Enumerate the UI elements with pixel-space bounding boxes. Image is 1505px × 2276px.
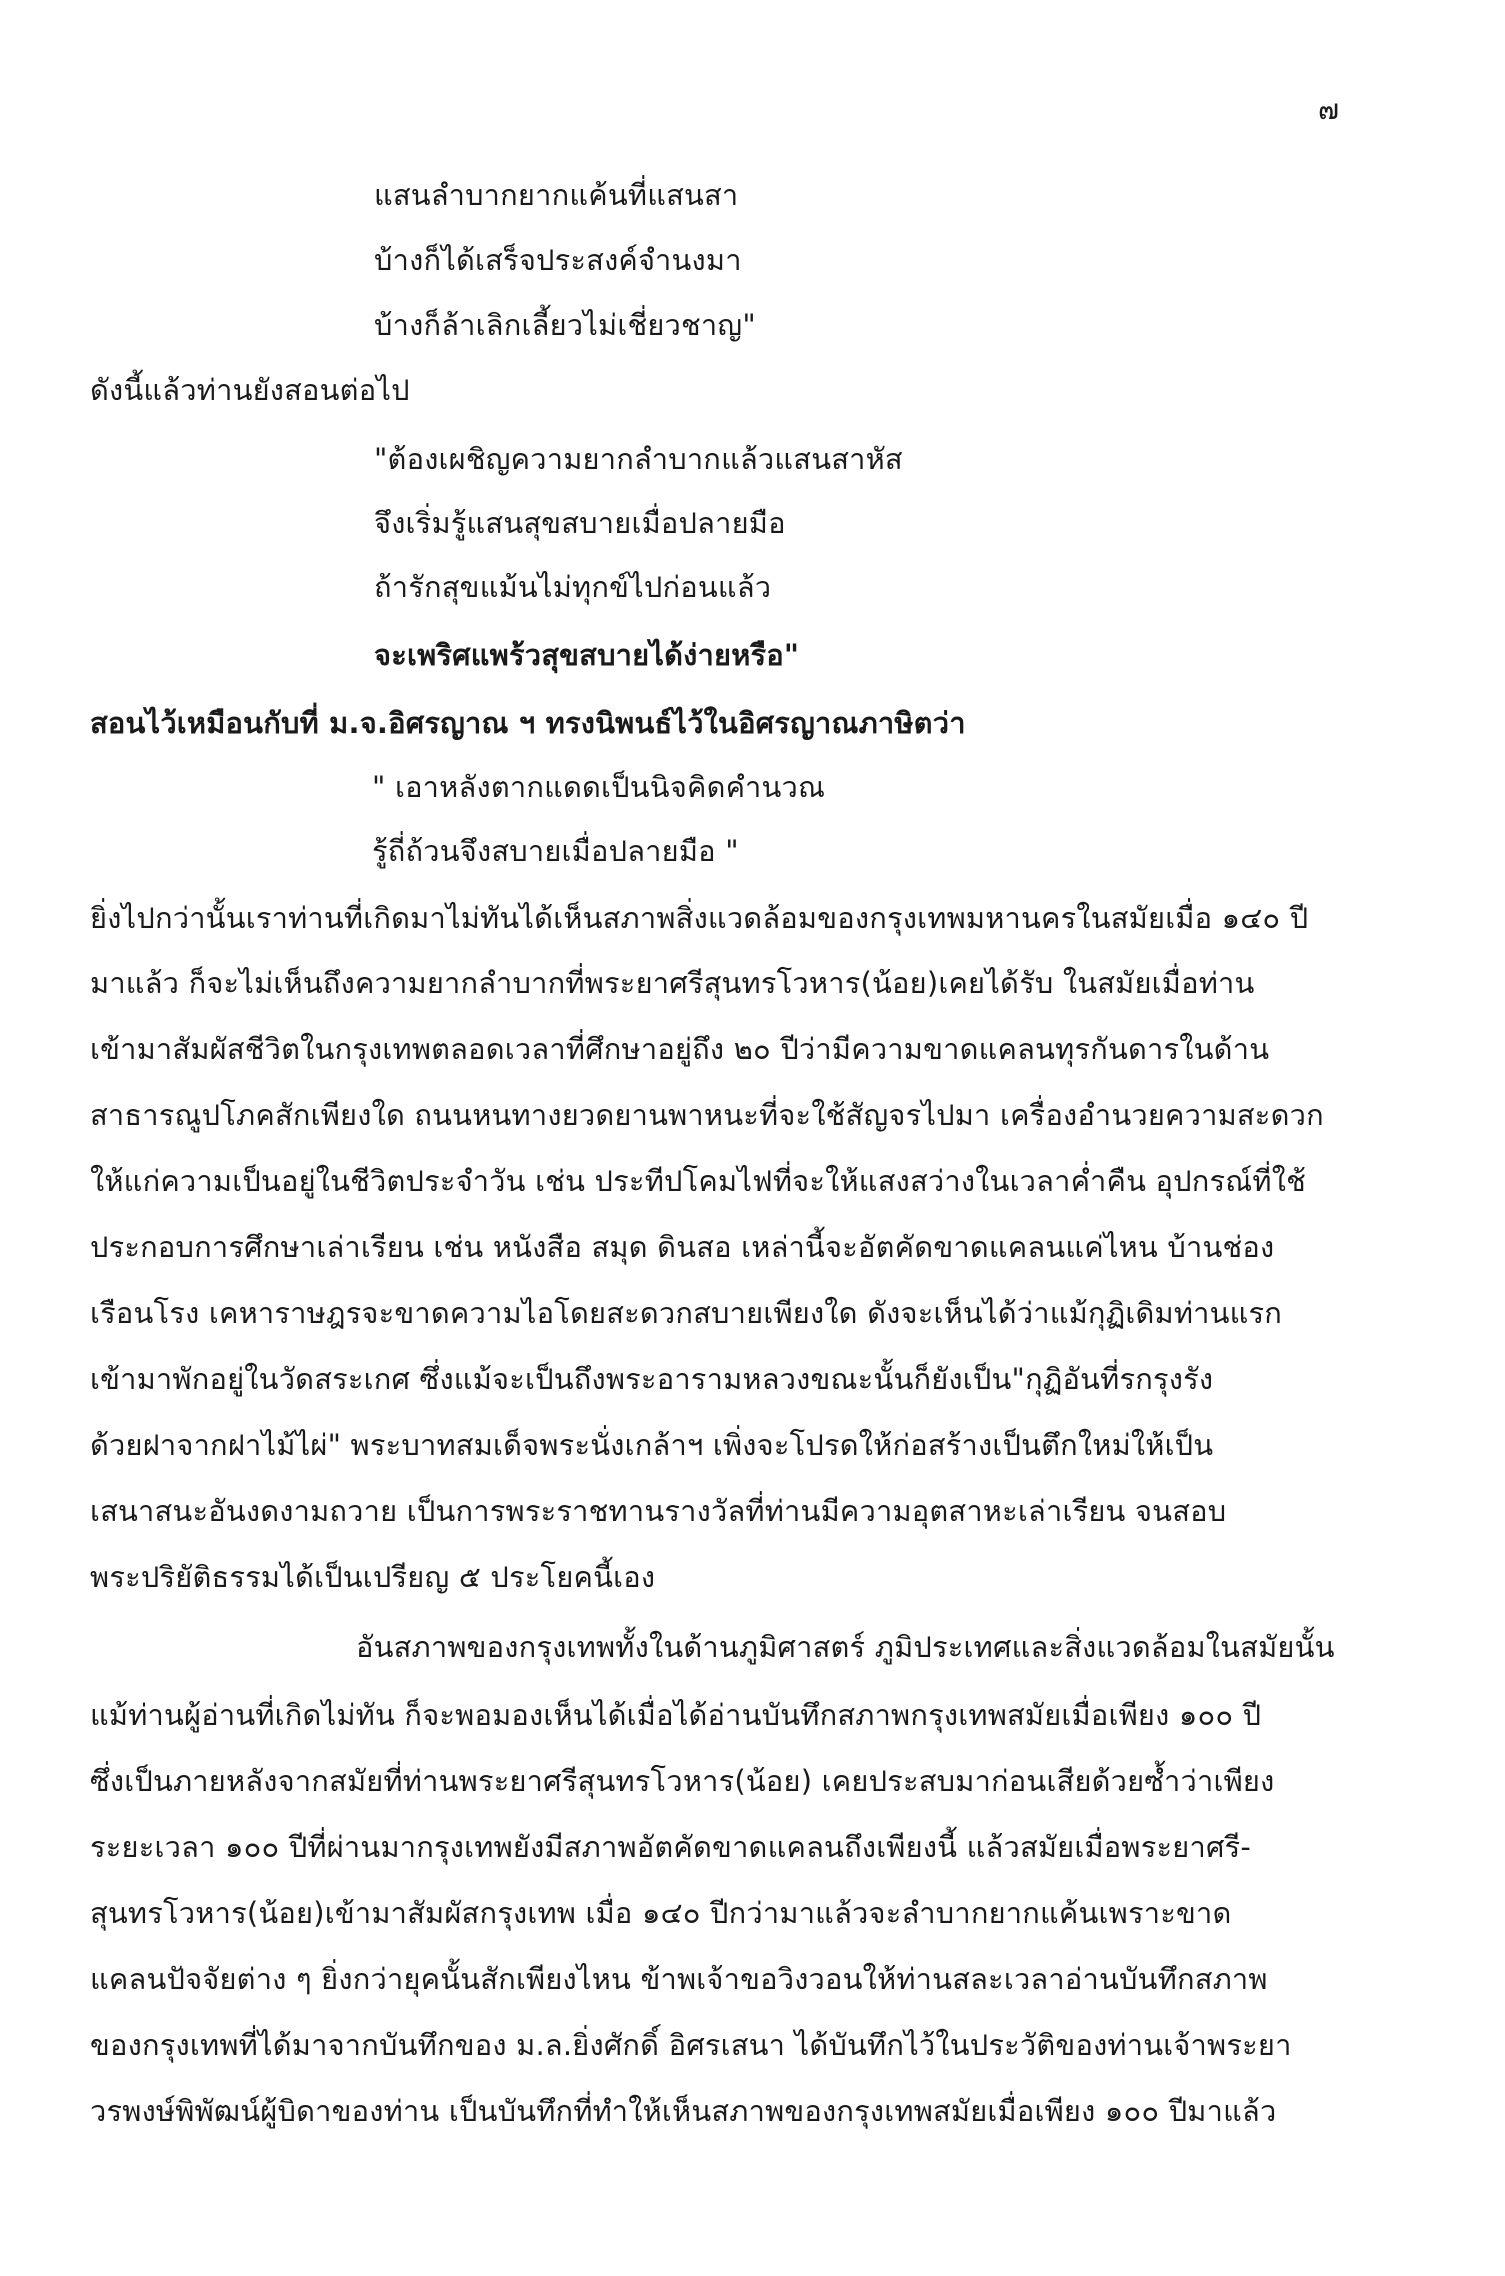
verse-line: รู้ถี่ถ้วนจึงสบายเมื่อปลายมือ ": [372, 834, 739, 868]
paragraph-line: มาแล้ว ก็จะไม่เห็นถึงความยากลำบากที่พระยาศรีสุนทรโวหาร(น้อย)เคยได้รับ ในสมัยเมื่อท่าน: [90, 966, 1255, 1000]
paragraph-line: เรือนโรง เคหาราษฎรจะขาดความไอโดยสะดวกสบายเพียงใด ดังจะเห็นได้ว่าแม้กุฏิเดิมท่านแรก: [90, 1296, 1283, 1330]
intro-line: สอนไว้เหมือนกับที่ ม.จ.อิศรญาณ ฯ ทรงนิพนธ์ไว้ในอิศรญาณภาษิตว่า: [90, 706, 966, 740]
paragraph-line: วรพงษ์พิพัฒน์ผู้บิดาของท่าน เป็นบันทึกที่ทำให้เห็นสภาพของกรุงเทพสมัยเมื่อเพียง ๑๐๐ ปีมาแล้ว: [90, 2094, 1277, 2128]
intro-line: ดังนี้แล้วท่านยังสอนต่อไป: [90, 373, 410, 407]
paragraph-line: แคลนปัจจัยต่าง ๆ ยิ่งกว่ายุคนั้นสักเพียงไหน ข้าพเจ้าขอวิงวอนให้ท่านสละเวลาอ่านบันทึกสภาพ: [90, 1962, 1268, 1996]
paragraph-line: ซึ่งเป็นภายหลังจากสมัยที่ท่านพระยาศรีสุนทรโวหาร(น้อย) เคยประสบมาก่อนเสียด้วยซ้ำว่าเพียง: [90, 1764, 1275, 1798]
paragraph-line: สุนทรโวหาร(น้อย)เข้ามาสัมผัสกรุงเทพ เมื่อ ๑๔๐ ปีกว่ามาแล้วจะลำบากยากแค้นเพราะขาด: [90, 1896, 1232, 1930]
verse-line: แสนลำบากยากแค้นที่แสนสา: [374, 178, 739, 212]
paragraph-line: เข้ามาสัมผัสชีวิตในกรุงเทพตลอดเวลาที่ศึกษาอยู่ถึง ๒๐ ปีว่ามีความขาดแคลนทุรกันดารในด้าน: [90, 1032, 1270, 1066]
paragraph-line: สาธารณูปโภคสักเพียงใด ถนนหนทางยวดยานพาหนะที่จะใช้สัญจรไปมา เครื่องอำนวยความสะดวก: [90, 1098, 1324, 1132]
paragraph-line: ยิ่งไปกว่านั้นเราท่านที่เกิดมาไม่ทันได้เห็นสภาพสิ่งแวดล้อมของกรุงเทพมหานครในสมัยเมื่อ ๑๔๐ ปี: [90, 901, 1309, 935]
verse-line: จึงเริ่มรู้แสนสุขสบายเมื่อปลายมือ: [374, 506, 786, 540]
verse-line: จะเพริศแพร้วสุขสบายได้ง่ายหรือ": [374, 638, 800, 672]
verse-line: บ้างก็ล้าเลิกเลี้ยวไม่เชี่ยวชาญ": [374, 308, 756, 342]
paragraph-line: ให้แก่ความเป็นอยู่ในชีวิตประจำวัน เช่น ประทีปโคมไฟที่จะให้แสงสว่างในเวลาค่ำคืน อุปกรณ์ที่ใช้: [90, 1164, 1306, 1198]
paragraph-line: อันสภาพของกรุงเทพทั้งในด้านภูมิศาสตร์ ภูมิประเทศและสิ่งแวดล้อมในสมัยนั้น: [356, 1630, 1335, 1664]
paragraph-line: ประกอบการศึกษาเล่าเรียน เช่น หนังสือ สมุด ดินสอ เหล่านี้จะอัตคัดขาดแคลนแค่ไหน บ้านช่อง: [90, 1230, 1275, 1264]
paragraph-line: เข้ามาพักอยู่ในวัดสระเกศ ซึ่งแม้จะเป็นถึงพระอารามหลวงขณะนั้นก็ยังเป็น"กุฏิอันที่รกรุงรัง: [90, 1362, 1214, 1396]
verse-line: บ้างก็ได้เสร็จประสงค์จำนงมา: [374, 243, 742, 277]
page-number: ๗: [1318, 93, 1340, 126]
paragraph-line: ของกรุงเทพที่ได้มาจากบันทึกของ ม.ล.ยิ่งศักดิ์ อิศรเสนา ได้บันทึกไว้ในประวัติของท่านเจ้าพระยา: [90, 2028, 1292, 2062]
paragraph-line: พระปริยัติธรรมได้เป็นเปรียญ ๕ ประโยคนี้เอง: [90, 1560, 656, 1594]
verse-line: " เอาหลังตากแดดเป็นนิจคิดคำนวณ: [372, 770, 826, 804]
paragraph-line: เสนาสนะอันงดงามถวาย เป็นการพระราชทานรางวัลที่ท่านมีความอุตสาหะเล่าเรียน จนสอบ: [90, 1494, 1227, 1528]
paragraph-line: แม้ท่านผู้อ่านที่เกิดไม่ทัน ก็จะพอมองเห็นได้เมื่อได้อ่านบันทึกสภาพกรุงเทพสมัยเมื่อเพียง ๑๐๐ ปี: [90, 1698, 1262, 1732]
verse-line: "ต้องเผชิญความยากลำบากแล้วแสนสาหัส: [374, 442, 903, 476]
paragraph-line: ระยะเวลา ๑๐๐ ปีที่ผ่านมากรุงเทพยังมีสภาพอัตคัดขาดแคลนถึงเพียงนี้ แล้วสมัยเมื่อพระยาศรี-: [90, 1830, 1252, 1864]
verse-line: ถ้ารักสุขแม้นไม่ทุกข์ไปก่อนแล้ว: [374, 570, 772, 604]
paragraph-line: ด้วยฝาจากฝาไม้ไผ่" พระบาทสมเด็จพระนั่งเกล้าฯ เพิ่งจะโปรดให้ก่อสร้างเป็นตึกใหม่ให้เป็น: [90, 1428, 1214, 1462]
